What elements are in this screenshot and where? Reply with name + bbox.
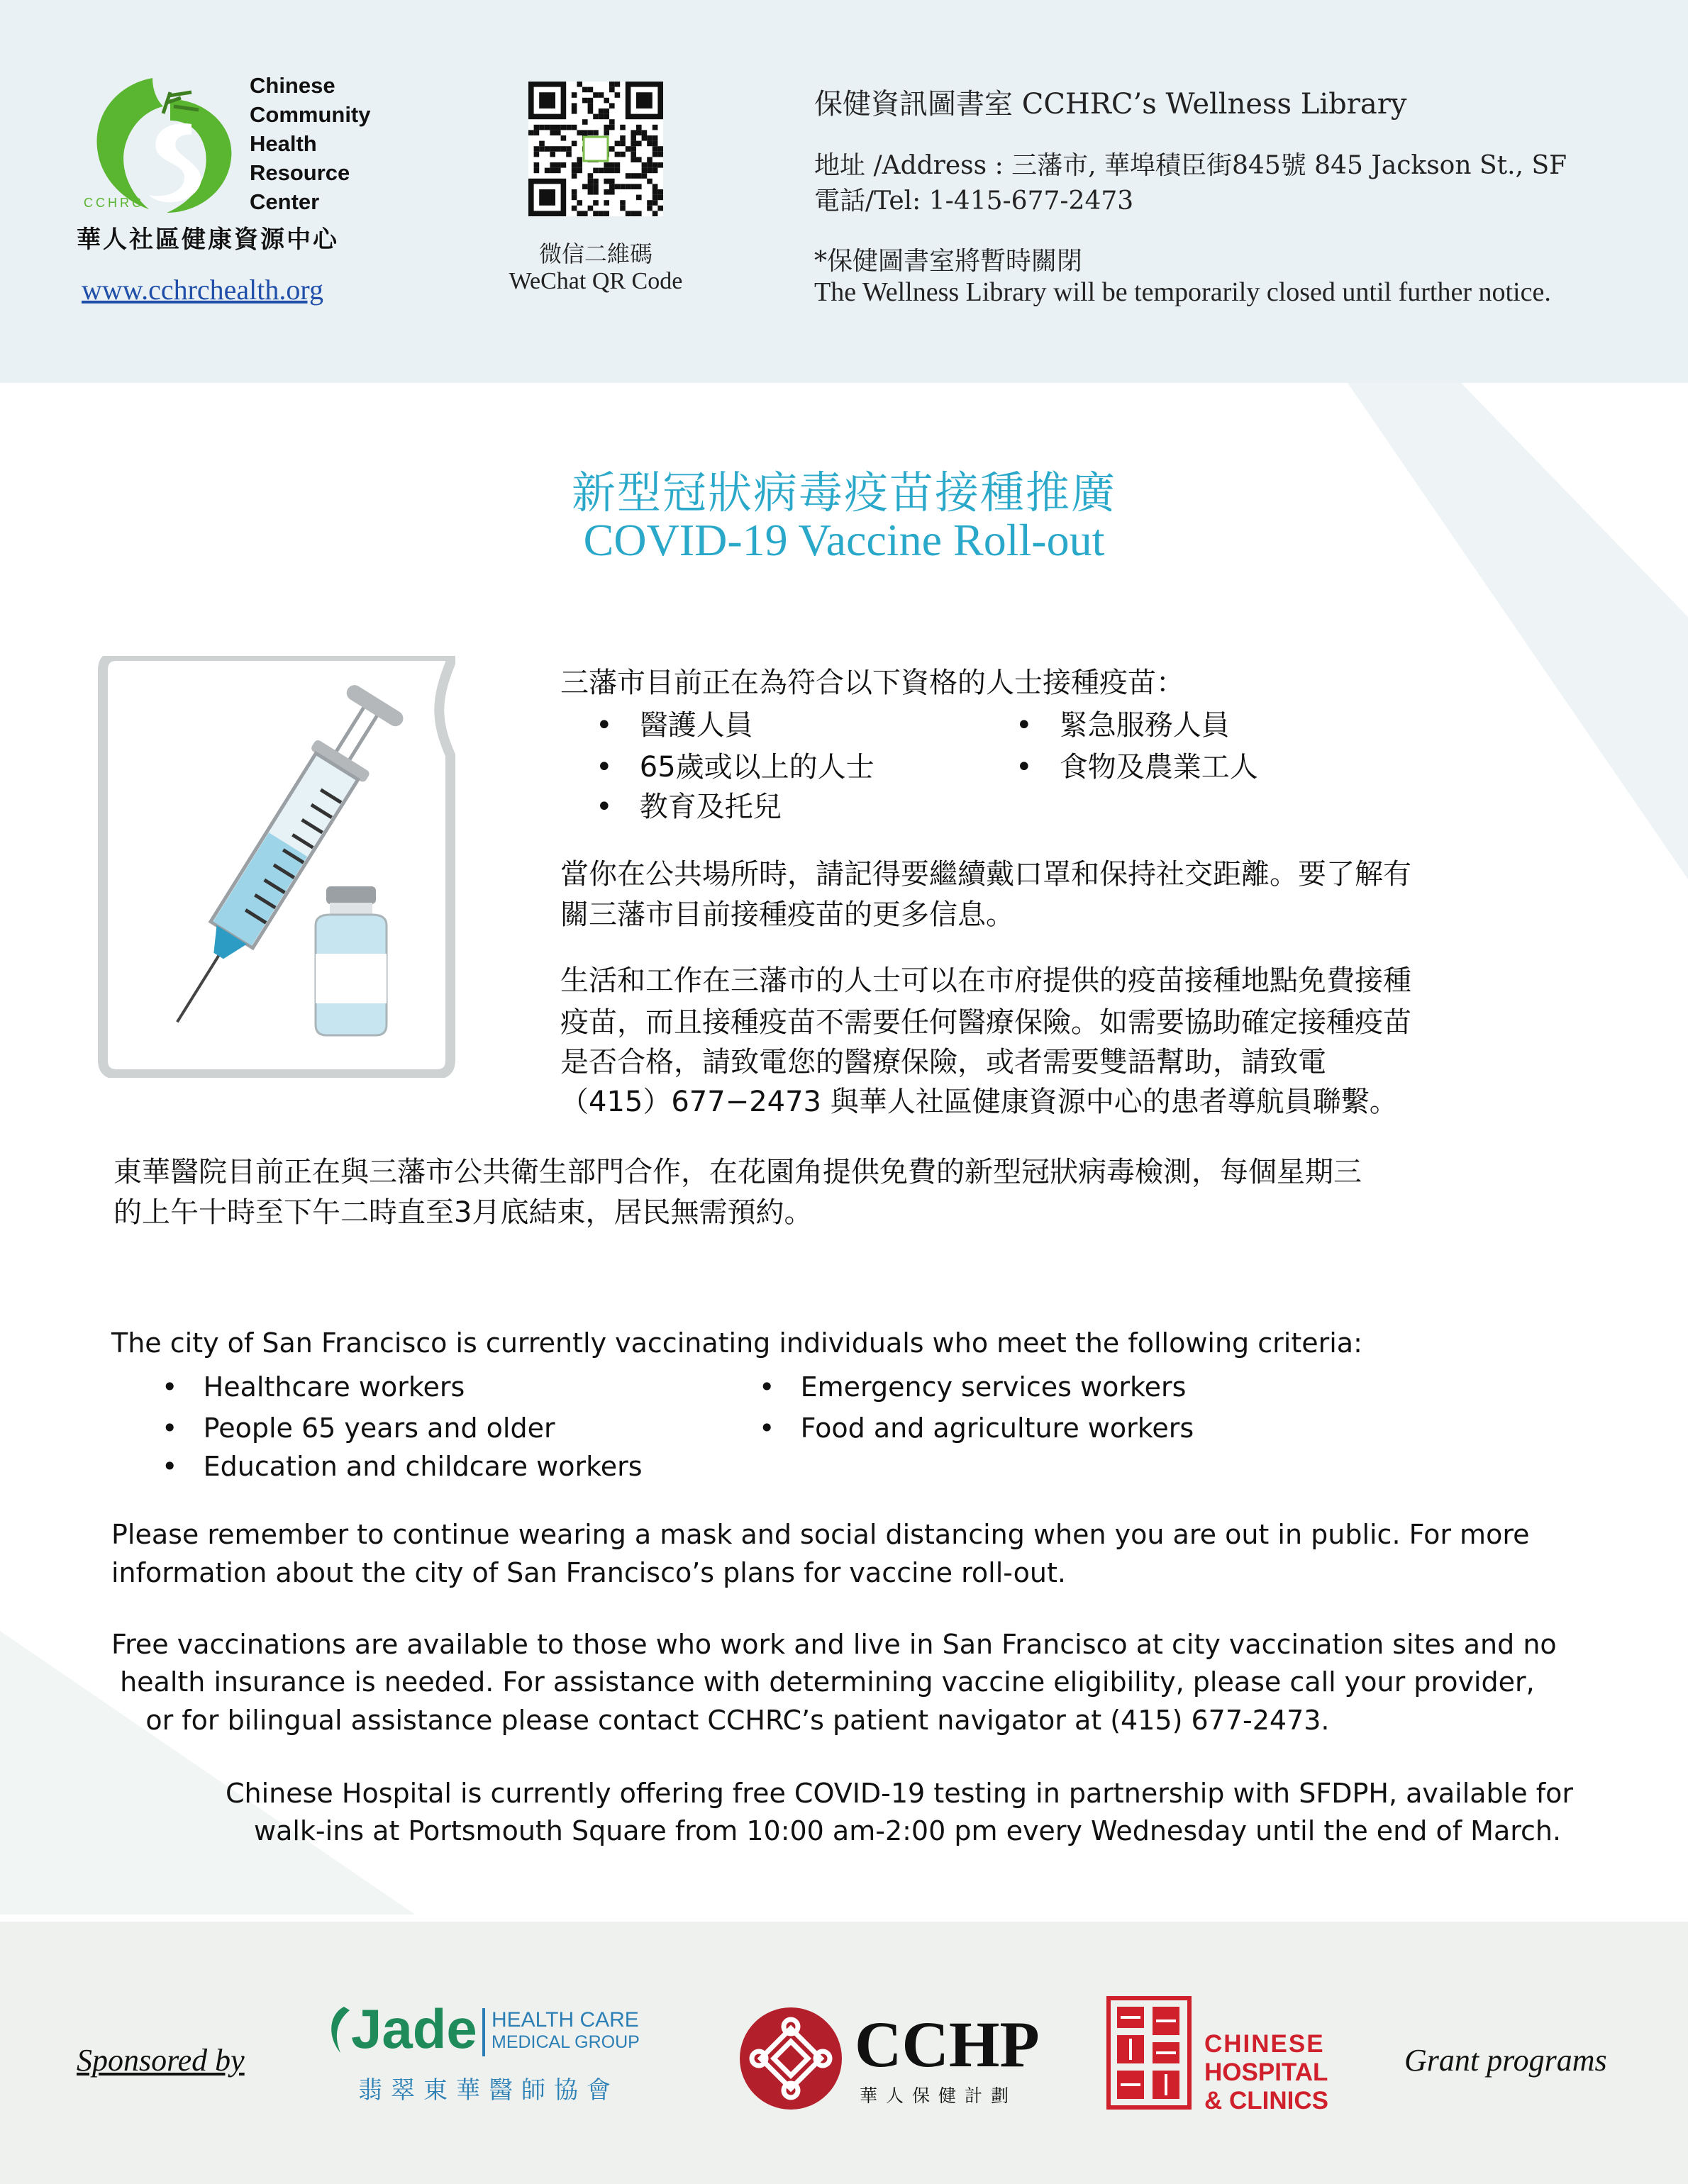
hospital-line-1: CHINESE: [1204, 2030, 1325, 2058]
cn-bullet-left-3: • 教育及托兒: [596, 791, 782, 823]
hospital-line-2: HOSPITAL: [1204, 2058, 1328, 2086]
cn-bullet-right-2: • 食物及農業工人: [1016, 751, 1258, 784]
org-name-line-5: Center: [250, 189, 320, 214]
library-address: 地址 /Address : 三藩市, 華埠積臣街845號 845 Jackson St., SF: [814, 151, 1567, 180]
en-bullet-left-3: • Education and childcare workers: [162, 1451, 643, 1482]
org-name-line-1: Chinese: [250, 73, 335, 98]
org-name-cn: 華人社區健康資源中心: [77, 225, 339, 254]
en-para1-line1: Please remember to continue wearing a mask and social distancing when you are out in public. For more: [111, 1519, 1530, 1550]
cn-intro: 三藩市目前正在為符合以下資格的人士接種疫苗：: [560, 667, 1184, 699]
en-para3-line1: Chinese Hospital is currently offering free COVID-19 testing in partnership with SFDPH, available for: [226, 1778, 1573, 1809]
qr-caption-cn: 微信二維碼: [538, 240, 653, 267]
chinese-hospital-logo: [1106, 1996, 1340, 2115]
sponsored-by: Sponsored by: [77, 2043, 245, 2078]
title-en: COVID-19 Vaccine Roll-out: [583, 515, 1105, 565]
en-bullet-left-2: • People 65 years and older: [162, 1413, 555, 1444]
en-para1-line2: information about the city of San Francisco’s plans for vaccine roll-out.: [111, 1557, 1066, 1588]
library-title: 保健資訊圖書室 CCHRC’s Wellness Library: [814, 88, 1407, 121]
jade-sub1: HEALTH CARE: [492, 2008, 639, 2032]
library-tel: 電話/Tel: 1-415-677-2473: [814, 186, 1134, 216]
wechat-qr-code: [528, 82, 663, 216]
qr-finder-pattern: [628, 84, 661, 117]
org-name-line-4: Resource: [250, 160, 350, 185]
website-link[interactable]: www.cchrchealth.org: [82, 274, 323, 306]
jade-leaf-icon: [323, 2003, 351, 2056]
qr-caption-en: WeChat QR Code: [509, 268, 683, 294]
org-name-line-2: Community: [250, 102, 371, 127]
cn-para2-line4: （415）677−2473 與華人社區健康資源中心的患者導航員聯繫。: [560, 1086, 1398, 1118]
cn-bullet-left-1: • 醫護人員: [596, 709, 753, 742]
org-abbrev: CCHRC: [84, 196, 144, 210]
cn-para3-line1: 東華醫院目前正在與三藩市公共衛生部門合作，在花園角提供免費的新型冠狀病毒檢測，每個星期三: [113, 1156, 1362, 1188]
cn-para1-line2: 關三藩市目前接種疫苗的更多信息。: [560, 898, 1014, 931]
vaccine-illustration: [96, 656, 472, 1078]
org-name-line-3: Health: [250, 131, 317, 156]
cn-para1-line1: 當你在公共場所時，請記得要繼續戴口罩和保持社交距離。要了解有: [560, 858, 1411, 891]
cn-para2-line1: 生活和工作在三藩市的人士可以在市府提供的疫苗接種地點免費接種: [560, 964, 1411, 997]
cn-para2-line3: 是否合格，請致電您的醫療保險，或者需要雙語幫助，請致電: [560, 1046, 1326, 1079]
cchp-logo: [738, 2005, 1040, 2112]
en-bullet-left-1: • Healthcare workers: [162, 1371, 465, 1403]
jade-cn: 翡翠東華醫師協會: [358, 2076, 619, 2105]
jade-sub2: MEDICAL GROUP: [492, 2032, 640, 2052]
hospital-seal-icon: [1106, 1996, 1192, 2110]
qr-finder-pattern: [531, 84, 564, 117]
cchp-cn: 華人保健計劃: [860, 2085, 1018, 2106]
cn-bullet-left-2: • 65歲或以上的人士: [596, 751, 874, 784]
cn-para3-line2: 的上午十時至下午二時直至3月底結束，居民無需預約。: [113, 1196, 813, 1229]
cn-bullet-right-1: • 緊急服務人員: [1016, 709, 1230, 742]
en-para2-line2: health insurance is needed. For assistance with determining vaccine eligibility, please call your provider,: [111, 1666, 1535, 1698]
jade-name: Jade: [351, 1998, 477, 2060]
library-closure-cn: *保健圖書室將暫時關閉: [814, 247, 1083, 276]
library-closure-en: The Wellness Library will be temporarily closed until further notice.: [814, 277, 1551, 307]
jade-divider: [482, 2008, 485, 2056]
hospital-line-3: & CLINICS: [1204, 2087, 1328, 2115]
cchp-name: CCHP: [855, 2008, 1040, 2080]
en-para3-line2: walk-ins at Portsmouth Square from 10:00 am-2:00 pm every Wednesday until the end of March.: [254, 1815, 1562, 1846]
qr-finder-pattern: [531, 182, 564, 214]
grant-programs: Grant programs: [1404, 2043, 1607, 2078]
en-para2-line3: or for bilingual assistance please contact CCHRC’s patient navigator at (415) 677-2473.: [111, 1705, 1330, 1736]
en-bullet-right-2: • Food and agriculture workers: [759, 1413, 1194, 1444]
cn-para2-line2: 疫苗，而且接種疫苗不需要任何醫療保險。如需要協助確定接種疫苗: [560, 1006, 1411, 1039]
title-cn: 新型冠狀病毒疫苗接種推廣: [571, 467, 1116, 518]
en-intro: The city of San Francisco is currently vaccinating individuals who meet the following criteria:: [111, 1327, 1362, 1359]
en-para2-line1: Free vaccinations are available to those who work and live in San Francisco at city vaccination sites and no: [111, 1629, 1557, 1660]
en-bullet-right-1: • Emergency services workers: [759, 1371, 1187, 1403]
jade-logo: [323, 2000, 677, 2113]
cchp-knot-icon: [738, 2005, 844, 2112]
syringe-icon: [96, 656, 472, 1078]
